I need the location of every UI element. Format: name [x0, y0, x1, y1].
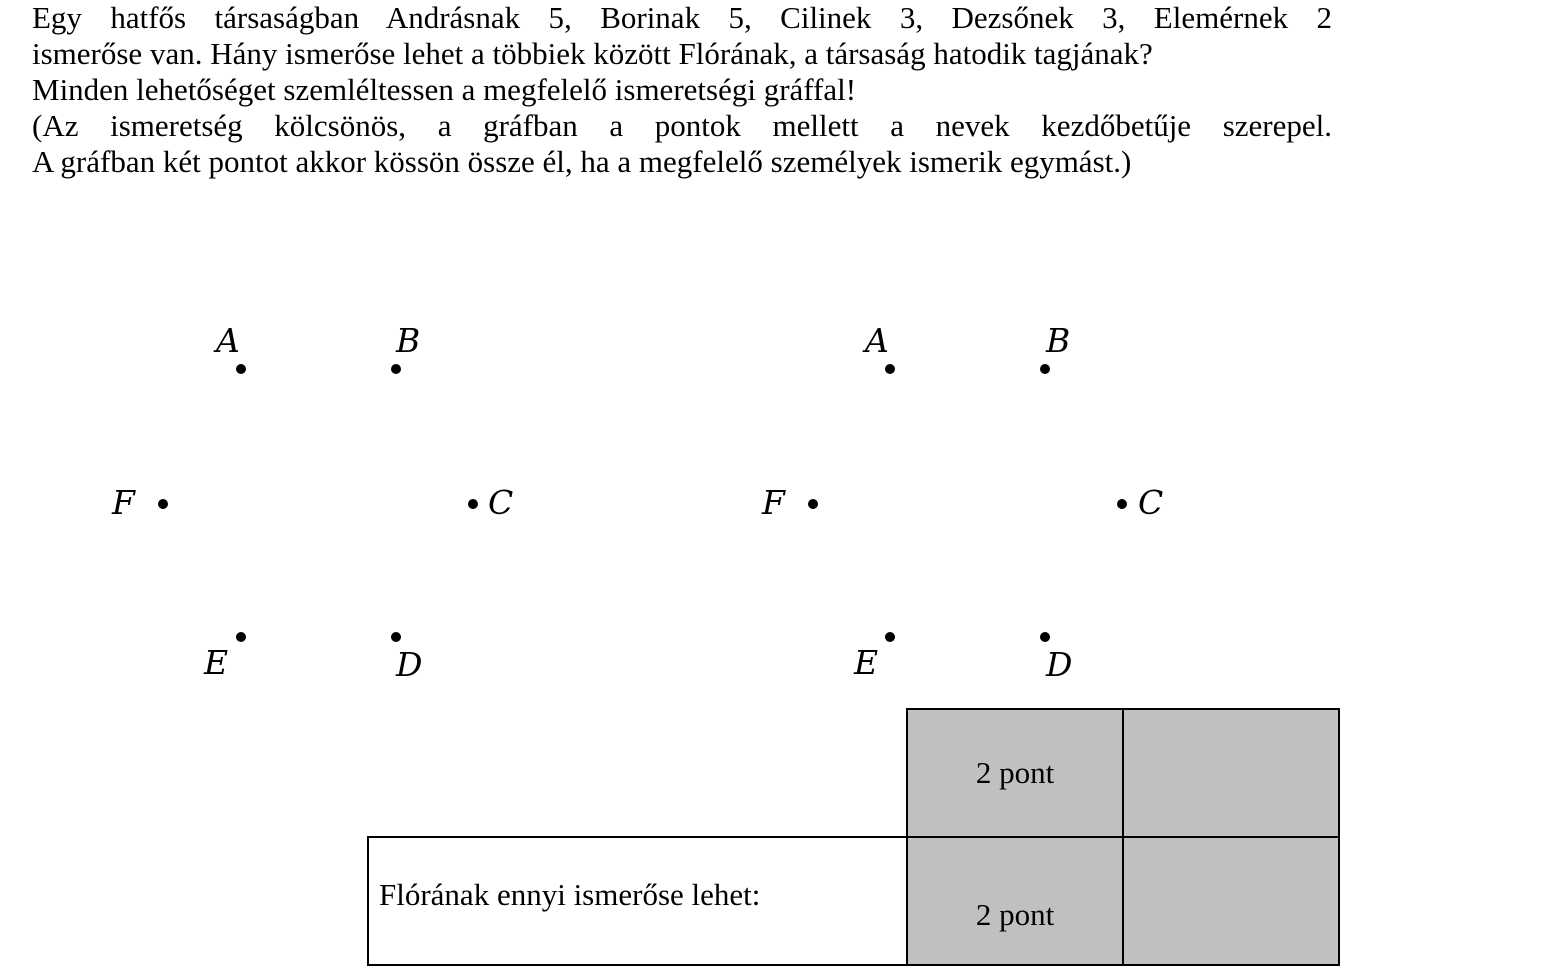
label-a: A	[216, 321, 240, 360]
problem-line-5: A gráfban két pontot akkor kössön össze él, ha a megfelelő személyek ismerik egymást.)	[32, 144, 1132, 179]
label-d: D	[1046, 645, 1073, 684]
label-f: F	[112, 483, 135, 522]
vertex-e[interactable]	[885, 632, 895, 642]
vertex-b[interactable]	[1040, 364, 1050, 374]
points-cell	[907, 709, 1123, 837]
label-e: E	[854, 643, 879, 682]
problem-text	[32, 0, 1332, 180]
problem-line-3: Minden lehetőséget szemléltessen a megfelelő ismeretségi gráffal!	[32, 72, 857, 107]
label-b: B	[396, 321, 421, 360]
vertex-c[interactable]	[468, 499, 478, 509]
label-b: B	[1046, 321, 1071, 360]
problem-line-2: ismerőse van. Hány ismerőse lehet a többiek között Flórának, a társaság hatodik tagjának?	[32, 36, 1153, 71]
label-c: C	[1138, 483, 1164, 522]
points-cell	[907, 837, 1123, 965]
score-row-2	[368, 837, 1339, 965]
label-d: D	[396, 645, 423, 684]
problem-line-4: (Az ismeretség kölcsönös, a gráfban a pontok mellett a nevek kezdőbetűje szerepel.	[32, 108, 1332, 143]
empty-cell	[368, 709, 907, 837]
vertex-f[interactable]	[158, 499, 168, 509]
graph-right[interactable]	[750, 315, 1270, 695]
score-row-1	[368, 709, 1339, 837]
points-label: 2 pont	[975, 755, 1055, 790]
vertex-a[interactable]	[236, 364, 246, 374]
vertex-e[interactable]	[236, 632, 246, 642]
score-input-cell[interactable]	[1123, 837, 1339, 965]
vertex-d[interactable]	[1040, 632, 1050, 642]
answer-label-cell	[368, 837, 907, 965]
vertex-f[interactable]	[808, 499, 818, 509]
points-label: 2 pont	[975, 897, 1055, 932]
answer-label: Flórának ennyi ismerőse lehet:	[379, 877, 761, 912]
vertex-d[interactable]	[391, 632, 401, 642]
label-a: A	[865, 321, 889, 360]
label-f: F	[762, 483, 785, 522]
label-c: C	[488, 483, 514, 522]
graph-left[interactable]	[100, 315, 620, 695]
problem-line-1: Egy hatfős társaságban Andrásnak 5, Borinak 5, Cilinek 3, Dezsőnek 3, Elemérnek 2	[32, 0, 1332, 35]
score-input-cell[interactable]	[1123, 709, 1339, 837]
vertex-c[interactable]	[1117, 499, 1127, 509]
vertex-b[interactable]	[391, 364, 401, 374]
label-e: E	[204, 643, 229, 682]
vertex-a[interactable]	[885, 364, 895, 374]
score-table	[367, 708, 1340, 966]
